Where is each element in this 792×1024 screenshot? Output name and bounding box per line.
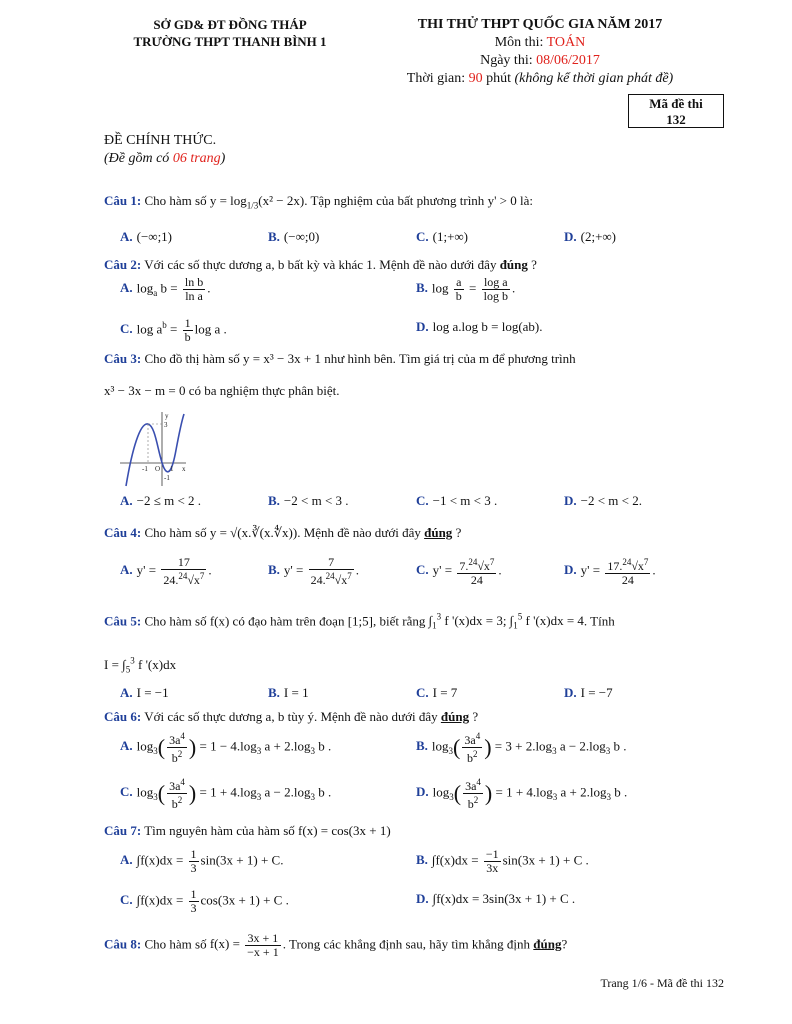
page-count: (Đề gồm có 06 trang) bbox=[104, 151, 226, 166]
q3-option-a[interactable]: A. −2 ≤ m < 2 . bbox=[120, 493, 202, 508]
q7-option-c[interactable]: C. ∫f(x)dx = $\frac{1}{3}$ cos(3x + 1) + C . bbox=[120, 887, 289, 915]
code-label: Mã đề thi bbox=[649, 96, 703, 111]
q3-option-b[interactable]: B. −2 < m < 3 . bbox=[268, 493, 349, 508]
question-8: Câu 8: Cho hàm số f(x) = $\frac{3x + 1}{-x + 1}$ . Trong các khẳng định sau, hãy tìm khẳng định đúng? bbox=[104, 931, 568, 959]
subject-line: Môn thi: TOÁN bbox=[494, 35, 586, 50]
q2-option-d[interactable]: D. log a.log b = log(ab). bbox=[416, 319, 543, 334]
q2-option-b[interactable]: B. log $\frac{a}{b}$ = $\frac{\text{log a}}{\text{log b}}$ . bbox=[416, 275, 516, 303]
q4-option-d[interactable]: D. y' = $\frac{17.^{24}√x^7}{24}$ . bbox=[564, 557, 656, 587]
graph-label-origin: O bbox=[155, 465, 161, 473]
q5-option-b[interactable]: B. I = 1 bbox=[268, 685, 309, 700]
question-3-line2: x³ − 3x − m = 0 có ba nghiệm thực phân biệt. bbox=[104, 383, 340, 398]
question-2: Câu 2: Với các số thực dương a, b bất kỳ và khác 1. Mệnh đề nào dưới đây đúng ? bbox=[104, 257, 537, 272]
graph-label-neg1-y: -1 bbox=[164, 474, 170, 482]
graph-label-neg1: -1 bbox=[142, 465, 148, 473]
question-1: Câu 1: Cho hàm số $y = \log_{1/3}(x^2 - 2x)$. Tập nghiệm của bất phương trình y' > 0 là: bbox=[104, 193, 533, 211]
q6-option-c[interactable]: C. $\log_3$( $\frac{3a^4}{b^2}$ ) = $1 + 4.\log_3$ $a - 2.\log_3$ b . bbox=[120, 777, 332, 811]
q3-option-c[interactable]: C. −1 < m < 3 . bbox=[416, 493, 498, 508]
subject: TOÁN bbox=[546, 35, 586, 50]
school-header bbox=[100, 16, 360, 50]
dept-name: SỞ GD& ĐT ĐỒNG THÁP bbox=[153, 17, 307, 32]
exam-title: THI THỬ THPT QUỐC GIA NĂM 2017 bbox=[417, 17, 663, 32]
official-title: ĐỀ CHÍNH THỨC. bbox=[104, 133, 217, 148]
q5-option-c[interactable]: C. I = 7 bbox=[416, 685, 458, 700]
q4-option-b[interactable]: B. y' = $\frac{7}{24.^{24}√x^7}$ . bbox=[268, 555, 359, 587]
q1-option-d[interactable]: D. (2;+∞) bbox=[564, 229, 617, 244]
question-3: Câu 3: Cho đồ thị hàm số y = x³ − 3x + 1 như hình bên. Tìm giá trị của m để phương trình bbox=[104, 351, 576, 366]
q4-option-a[interactable]: A. y' = $\frac{17}{24.^{24}√x^7}$ . bbox=[120, 555, 212, 587]
q6-option-d[interactable]: D. $\log_3$( $\frac{3a^4}{b^2}$ ) = $1 + 4.\log_3$ $a + 2.\log_3$ b . bbox=[416, 777, 628, 811]
question-5: Câu 5: Cho hàm số f(x) có đạo hàm trên đoạn [1;5], biết rằng $\int_1^3$ f '(x)dx = 3; $\int_1^5$ f '(x)dx = 4. Tính bbox=[104, 612, 615, 631]
graph-label-3: 3 bbox=[164, 421, 168, 429]
q6-option-a[interactable]: A. $\log_3$( $\frac{3a^4}{b^2}$ ) = $1 - 4.\log_3$ $a + 2.\log_3$ b . bbox=[120, 731, 332, 765]
q5-option-a[interactable]: A. I = −1 bbox=[120, 685, 169, 700]
exam-header bbox=[370, 16, 710, 88]
q6-option-b[interactable]: B. $\log_3$( $\frac{3a^4}{b^2}$ ) = $3 + 2.\log_3$ $a - 2.\log_3$ b . bbox=[416, 731, 627, 765]
q2-option-c[interactable]: C. $\log a^b$ = $\frac{1}{b}$ log a . bbox=[120, 315, 227, 344]
date-line: Ngày thi: 08/06/2017 bbox=[480, 53, 600, 68]
graph-curve bbox=[126, 414, 184, 486]
question-4: Câu 4: Cho hàm số y = √(x.∛(x.∜x)). Mệnh đề nào dưới đây đúng ? bbox=[104, 525, 462, 540]
code-value: 132 bbox=[666, 112, 686, 127]
q1-option-b[interactable]: B. (−∞;0) bbox=[268, 229, 320, 244]
exam-date: 08/06/2017 bbox=[536, 53, 600, 68]
question-5-line2: $I = \int_5^3$ f '(x)dx bbox=[104, 656, 177, 675]
q5-option-d[interactable]: D. I = −7 bbox=[564, 685, 613, 700]
q4-option-c[interactable]: C. y' = $\frac{7.^{24}√x^7}{24}$ . bbox=[416, 557, 502, 587]
cubic-graph bbox=[118, 410, 188, 488]
q2-option-a[interactable]: A. $\log_a b$ = $\frac{\text{ln b}}{\text{ln a}}$ . bbox=[120, 275, 211, 303]
q1-option-c[interactable]: C. (1;+∞) bbox=[416, 229, 469, 244]
official-note bbox=[104, 132, 225, 168]
q7-option-a[interactable]: A. ∫f(x)dx = $\frac{1}{3}$ sin(3x + 1) + C. bbox=[120, 847, 284, 875]
q3-option-d[interactable]: D. −2 < m < 2. bbox=[564, 493, 642, 508]
q7-option-d[interactable]: D. ∫f(x)dx = 3sin(3x + 1) + C . bbox=[416, 891, 576, 906]
graph-label-x: x bbox=[182, 465, 186, 473]
page-footer: Trang 1/6 - Mã đề thi 132 bbox=[600, 976, 724, 990]
q1-option-a[interactable]: A. (−∞;1) bbox=[120, 229, 173, 244]
school-name: TRƯỜNG THPT THANH BÌNH 1 bbox=[133, 34, 327, 49]
time-line: Thời gian: 90 phút (không kể thời gian phát đề) bbox=[406, 71, 674, 86]
question-6: Câu 6: Với các số thực dương a, b tùy ý. Mệnh đề nào dưới đây đúng ? bbox=[104, 709, 479, 724]
graph-label-1: 1 bbox=[170, 465, 174, 473]
time-value: 90 bbox=[468, 71, 483, 86]
exam-code-box bbox=[628, 94, 724, 128]
question-7: Câu 7: Tìm nguyên hàm của hàm số f(x) = cos(3x + 1) bbox=[104, 823, 391, 838]
q7-option-b[interactable]: B. ∫f(x)dx = $\frac{-1}{3x}$ sin(3x + 1) + C . bbox=[416, 847, 589, 875]
graph-label-y: y bbox=[165, 412, 169, 420]
